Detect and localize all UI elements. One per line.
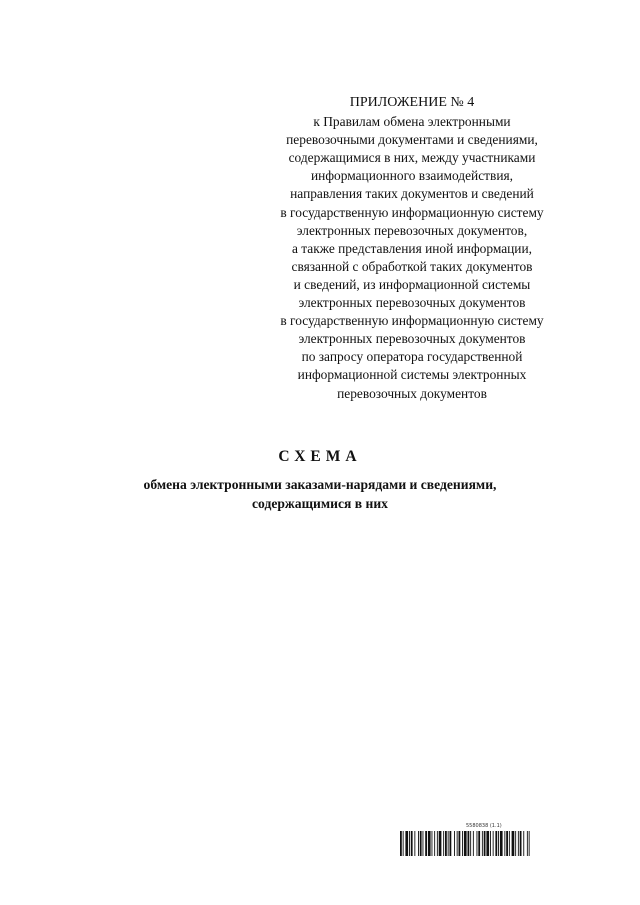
barcode-bar (478, 831, 480, 856)
barcode-bar (400, 831, 402, 856)
barcode-bar (504, 831, 505, 856)
subheading-line: содержащимися в них (252, 495, 388, 511)
appendix-line: электронных перевозочных документов (298, 331, 526, 347)
appendix-line: в государственную информационную систему (280, 204, 544, 220)
document-subheading (0, 476, 640, 513)
appendix-line: направления таких документов и сведений (290, 186, 534, 202)
barcode-bar (477, 831, 478, 856)
barcode-bar (495, 831, 497, 856)
barcode-bar (482, 831, 483, 856)
barcode-bar (464, 831, 467, 856)
barcode-bar (418, 831, 419, 856)
appendix-line: а также представления иной информации, (292, 240, 532, 256)
appendix-title: ПРИЛОЖЕНИЕ № 4 (349, 95, 475, 110)
barcode-bar (523, 831, 524, 856)
appendix-line: связанной с обработкой таких документов (291, 258, 533, 274)
barcode-bar (439, 831, 442, 856)
barcode-bar (473, 831, 474, 856)
barcode-bar (443, 831, 444, 856)
barcode-block (400, 823, 563, 857)
barcode-bar (445, 831, 447, 856)
barcode-bar (468, 831, 470, 856)
barcode-bar (409, 831, 410, 856)
barcode-bar (515, 831, 516, 856)
barcode-bar (459, 831, 461, 856)
barcode-bar (403, 831, 404, 856)
appendix-line: перевозочными документами и сведениями, (286, 132, 538, 148)
barcode-bar (520, 831, 522, 856)
appendix-line: в государственную информационную систему (280, 313, 544, 329)
barcode-bar (405, 831, 408, 856)
barcode-bar (450, 831, 452, 856)
barcode-bar (423, 831, 424, 856)
appendix-line: по запросу оператора государственной (301, 349, 523, 365)
barcode-bar (434, 831, 435, 856)
barcode-bar (484, 831, 486, 856)
appendix-line: электронных перевозочных документов (298, 295, 526, 311)
barcode-bar (428, 831, 431, 856)
barcode-bar (529, 831, 530, 856)
barcode-bar (490, 831, 491, 856)
barcode-bar (411, 831, 413, 856)
barcode-caption: 5580838 (1.1) (466, 823, 502, 829)
barcode-bar (437, 831, 438, 856)
appendix-line: перевозочных документов (337, 385, 487, 401)
barcode-icon (400, 831, 563, 856)
barcode-bar (420, 831, 422, 856)
barcode-bar (414, 831, 415, 856)
barcode-bar (457, 831, 458, 856)
barcode-bar (493, 831, 494, 856)
appendix-line: информационной системы электронных (297, 367, 527, 383)
subheading-line: обмена электронными заказами-нарядами и сведениями, (143, 477, 497, 492)
appendix-line: и сведений, из информационной системы (293, 276, 531, 292)
barcode-bar (527, 831, 528, 856)
barcode-bar (486, 831, 489, 856)
barcode-bar (470, 831, 471, 856)
appendix-line: содержащимися в них, между участниками (288, 150, 536, 166)
appendix-block (262, 94, 562, 403)
barcode-bar (425, 831, 427, 856)
barcode-bar (506, 831, 508, 856)
barcode-bar (498, 831, 499, 856)
barcode-bar (454, 831, 455, 856)
barcode-bar (432, 831, 433, 856)
appendix-line: электронных перевозочных документов, (296, 222, 528, 238)
appendix-line: к Правилам обмена электронными (313, 114, 511, 130)
barcode-bar (518, 831, 519, 856)
appendix-line: информационного взаимодействия, (311, 168, 513, 184)
barcode-bar (462, 831, 463, 856)
barcode-bar (500, 831, 503, 856)
barcode-bar (512, 831, 515, 856)
barcode-bar (448, 831, 449, 856)
barcode-bar (509, 831, 510, 856)
document-heading: СХЕМА (278, 448, 362, 465)
